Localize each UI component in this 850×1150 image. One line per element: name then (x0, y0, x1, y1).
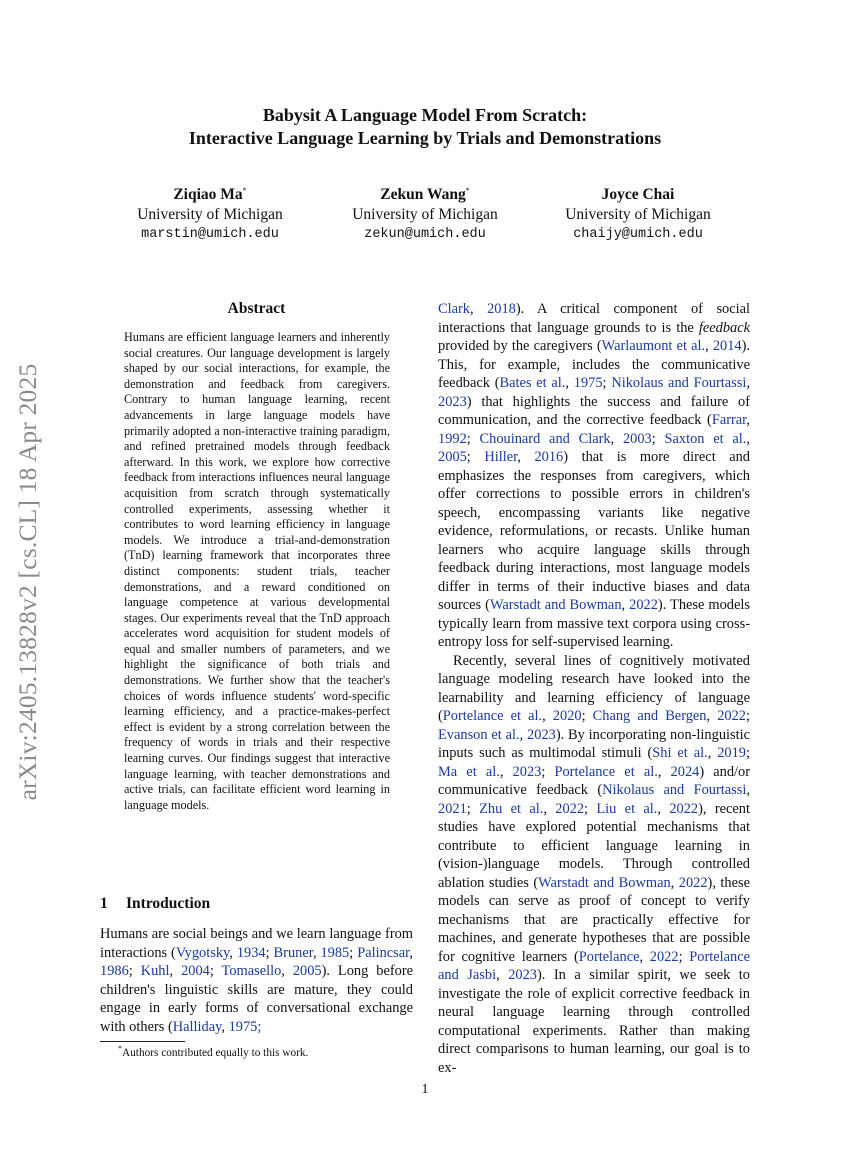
citation-link[interactable]: 2022 (629, 597, 658, 613)
text-run: ), recent studies have explored potential mechanisms that contribute to efficient language learning in (vision-)language models. Through controlled ablation studies ( (438, 800, 750, 891)
title-line-1: Babysit A Language Model From Scratch: (262, 105, 588, 125)
citation-link[interactable]: Hiller (484, 449, 518, 465)
text-run: ). Long before children's linguistic skills are mature, they could engage in early forms of conversational exchange with others ( (100, 963, 413, 1035)
text-run: ; (651, 430, 665, 447)
citation-link[interactable]: Saxton et al. (664, 430, 747, 447)
text-run: ). This, for example, includes the communicative feedback ( (438, 338, 750, 391)
text-run: , (517, 449, 535, 465)
text-run: , (312, 944, 321, 961)
abstract-body: Humans are efficient language learners and inherently social creatures. Our language development is largely shaped by our social interactions, for example, the demonstration and feedback from caregivers. Contrary to human language learning, recent advancements in large language models have primarily adopted a non-interactive training paradigm, and refined pretrained models through feedback afterward. In this work, we explore how corrective feedback from interactions influences neural language acquisition from scratch through systematically controlled experiments, assessing whether it contributes to word learning efficiency in language models. We introduce a trial-and-demonstration (TnD) learning framework that incorporates three distinct components: student trials, teacher demonstrations, and a reward conditioned on language competence at various developmental stages. Our experiments reveal that the TnD approach accelerates word acquisition for student models of equal and smaller numbers of parameters, and we highlight the significance of both trials and demonstrations. We further show that the teacher's choices of words influence students' word-specific learning efficiency, and a practice-makes-perfect effect is evident by a strong correlation between the frequency of words in trials and their respective learning curves. Our findings suggest that interactive language learning, with teacher demonstrations and active trials, can facilitate efficient word learning in language models. (124, 330, 390, 812)
paper-title (0, 104, 850, 150)
citation-link[interactable]: Halliday (172, 1018, 222, 1035)
text-run: , (746, 782, 750, 798)
text-run: ; (257, 1018, 262, 1035)
text-run: , (705, 338, 713, 354)
text-run: , (746, 412, 750, 428)
text-run: ). By incorporating non-linguistic inputs such as multimodal stimuli ( (438, 726, 750, 761)
citation-link[interactable]: Portelance and Jasbi (438, 948, 750, 983)
text-run: ; (209, 963, 222, 979)
citation-link[interactable]: 2023 (527, 726, 556, 743)
abstract-heading: Abstract (227, 300, 286, 317)
citation-link[interactable]: Liu et al. (596, 800, 658, 817)
citation-link[interactable]: 2023 (512, 763, 542, 780)
citation-link[interactable]: 2004 (181, 963, 210, 979)
citation-link[interactable]: Warlaumont et al. (601, 338, 706, 354)
text-run: ; (746, 745, 750, 761)
text-run: , (746, 430, 750, 447)
arxiv-identifier-text: arXiv:2405.13828v2 [cs.CL] 18 Apr 2025 (13, 363, 42, 801)
citation-link[interactable]: Zhu et al. (479, 800, 544, 817)
citation-link[interactable]: 1975 (228, 1018, 258, 1035)
citation-link[interactable]: Evanson et al. (438, 726, 520, 743)
citation-link[interactable]: Clark (438, 301, 470, 317)
text-run: ), these models can serve as proof of concept to verify mechanisms that are practically effective for machines, and generate hypotheses that are possible for cognitive learners ( (438, 874, 750, 965)
right-column (438, 300, 750, 1077)
citation-link[interactable]: 1975 (573, 375, 603, 391)
citation-link[interactable]: 2005 (292, 963, 322, 979)
citation-link[interactable]: 2022 (678, 874, 708, 891)
text-run: ). A critical component of social interactions that language grounds to is the (438, 301, 751, 336)
citation-link[interactable]: Bruner (273, 944, 313, 961)
text-run: , (639, 948, 650, 965)
author-name: Ziqiao Ma (173, 186, 243, 204)
footnote-rule (100, 1041, 185, 1042)
intro-paragraph-left (100, 925, 413, 1036)
citation-link[interactable]: 2022 (717, 708, 746, 724)
section-title: Introduction (126, 895, 211, 912)
emphasis-text: feedback (698, 319, 750, 336)
text-run: , (706, 708, 718, 724)
author-name: Zekun Wang (380, 186, 466, 204)
citation-link[interactable]: Kuhl (140, 963, 170, 979)
footnote-mark: * (118, 1044, 122, 1053)
text-run: , (469, 301, 488, 317)
citation-link[interactable]: 2003 (622, 430, 652, 447)
citation-link[interactable]: Portelance (578, 948, 640, 965)
text-run: ). These models typically learn from massive text corpora using cross-entropy loss for self-supervised learning. (438, 597, 750, 650)
equal-contribution-mark: * (242, 186, 247, 195)
footnote-text: Authors contributed equally to this work. (122, 1046, 309, 1059)
author-3 (538, 181, 738, 245)
citation-link[interactable]: Nikolaus and Fourtassi (611, 375, 747, 391)
text-run: ) that highlights the success and failure of communication, and the corrective feedback ( (438, 393, 750, 428)
citation-link[interactable]: Tomasello (221, 963, 282, 979)
citation-link[interactable]: 2014 (712, 338, 742, 354)
text-run: , (519, 726, 528, 743)
citation-link[interactable]: Vygotsky (175, 944, 230, 961)
section-number: 1 (100, 895, 108, 912)
text-run: , (496, 967, 509, 983)
text-run: ; (128, 963, 141, 979)
citation-link[interactable]: Bates et al. (499, 375, 566, 391)
citation-link[interactable]: 1992 (438, 430, 467, 447)
citation-link[interactable]: 2016 (534, 449, 564, 465)
citation-link[interactable]: 2023 (508, 967, 537, 983)
text-run: ). In a similar spirit, we seek to investigate the role of explicit corrective feedback in neural language learning through controlled computational experiments. Rather than making direct comparisons to human learning, our goal is to ex- (438, 967, 750, 1076)
citation-link[interactable]: 2018 (487, 301, 516, 317)
text-run: , (565, 375, 574, 391)
page-number: 1 (421, 1082, 429, 1097)
text-run: , (499, 763, 513, 780)
text-run: , (621, 597, 630, 613)
text-run: ; (349, 944, 358, 961)
text-run: , (610, 430, 623, 447)
text-run: , (542, 708, 553, 724)
text-run: Humans are social beings and we learn language from interactions ( (100, 926, 413, 961)
citation-link[interactable]: 2019 (717, 745, 746, 761)
text-run: Recently, several lines of cognitively motivated language modeling research have looked into the learnability and learning efficiency of language ( (438, 652, 750, 724)
author-affiliation: University of Michigan (565, 206, 711, 224)
text-run: , (221, 1018, 229, 1035)
citation-link[interactable]: Farrar (711, 412, 747, 428)
citation-link[interactable]: 1934 (236, 944, 266, 961)
citation-link[interactable]: Portelance et al. (442, 708, 543, 724)
citation-link[interactable]: 2021 (438, 800, 467, 817)
author-email: marstin@umich.edu (141, 227, 279, 243)
text-run: provided by the caregivers ( (438, 338, 602, 354)
citation-link[interactable]: Ma et al. (438, 763, 500, 780)
citation-link[interactable]: 2020 (552, 708, 582, 724)
author-email: zekun@umich.edu (364, 227, 486, 243)
text-run: ; (466, 449, 485, 465)
citation-link[interactable]: Warstadt and Bowman (489, 597, 622, 613)
intro-paragraph-continued (438, 300, 750, 652)
citation-link[interactable]: Chang and Bergen (592, 708, 707, 724)
citation-link[interactable]: 1985 (320, 944, 350, 961)
text-run: , (746, 375, 750, 391)
author-affiliation: University of Michigan (352, 206, 498, 224)
equal-contribution-mark: * (465, 186, 470, 195)
text-run: ; (265, 944, 274, 961)
citation-link[interactable]: 2022 (669, 800, 699, 817)
text-run: , (409, 944, 413, 961)
arxiv-identifier-stamp (8, 355, 48, 810)
text-run: , (657, 763, 671, 780)
citation-link[interactable]: 2023 (438, 393, 467, 410)
text-run: ; (541, 763, 555, 780)
text-run: ; (584, 800, 597, 817)
text-run: , (169, 963, 182, 979)
text-run: ) and/or communicative feedback ( (438, 763, 751, 798)
citation-link[interactable]: Palincsar (357, 944, 410, 961)
text-run: , (707, 745, 718, 761)
intro-paragraph-2 (438, 652, 750, 1078)
citation-link[interactable]: Chouinard and Clark (479, 430, 611, 447)
text-run: ; (466, 800, 480, 817)
text-run: , (657, 800, 670, 817)
text-run: ; (466, 430, 480, 447)
text-run: , (670, 874, 679, 891)
citation-link[interactable]: 1986 (100, 963, 129, 979)
author-2 (325, 181, 525, 245)
citation-link[interactable]: Shi et al. (652, 745, 708, 761)
citation-link[interactable]: 2005 (438, 449, 467, 465)
author-affiliation: University of Michigan (137, 206, 283, 224)
citation-link[interactable]: 2024 (670, 763, 700, 780)
text-run: , (229, 944, 237, 961)
text-run: ; (746, 708, 750, 724)
footnote (118, 1044, 308, 1059)
author-name: Joyce Chai (601, 186, 675, 204)
text-run: ; (602, 375, 612, 391)
author-block (100, 181, 750, 241)
author-email: chaijy@umich.edu (573, 227, 703, 243)
text-run: ; (581, 708, 593, 724)
citation-link[interactable]: 2022 (649, 948, 679, 965)
text-run: ) that is more direct and emphasizes the responses from caregivers, which offer corrections to possible errors in children's speech, encompassing variants like negative evidence, reformulations, or recasts. Unlike human learners who acquire language skills through feedback during interactions, most language models differ in terms of their inductive biases and data sources ( (438, 449, 750, 613)
text-run: , (281, 963, 293, 979)
text-run: , (543, 800, 556, 817)
section-heading-introduction (100, 895, 210, 913)
author-1 (110, 181, 310, 245)
citation-link[interactable]: Portelance et al. (554, 763, 658, 780)
title-line-2: Interactive Language Learning by Trials and Demonstrations (188, 128, 662, 148)
citation-link[interactable]: 2022 (555, 800, 585, 817)
text-run: ; (678, 948, 690, 965)
citation-link[interactable]: Warstadt and Bowman (538, 874, 671, 891)
citation-link[interactable]: Nikolaus and Fourtassi (602, 782, 747, 798)
